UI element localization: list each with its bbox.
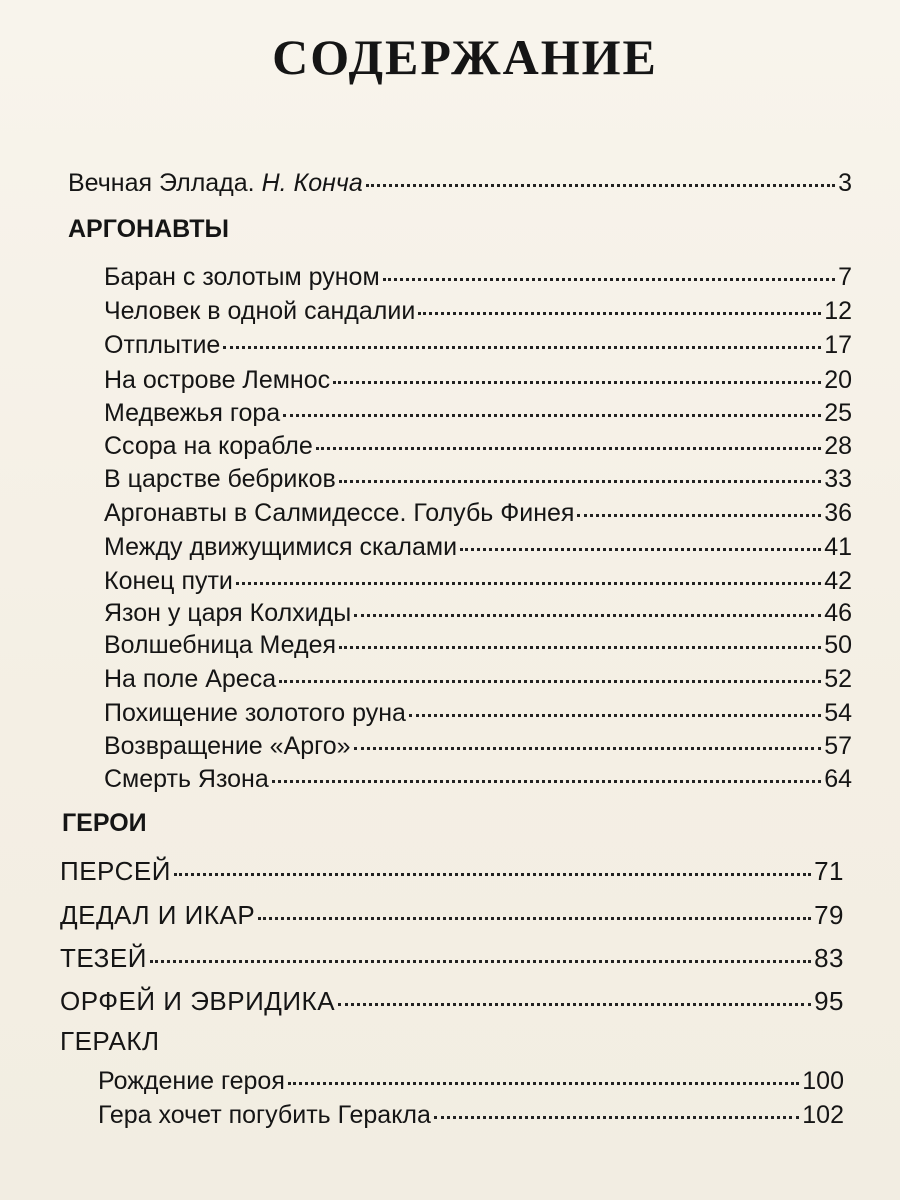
toc-entry-label: ПЕРСЕЙ <box>60 856 171 886</box>
toc-entry <box>104 431 852 461</box>
toc-page-number: 100 <box>802 1067 844 1095</box>
toc-entry-label: Язон у царя Колхиды <box>104 599 352 627</box>
toc-page-number: 36 <box>824 499 852 527</box>
toc-page-number: 12 <box>824 297 852 325</box>
page-title: СОДЕРЖАНИЕ <box>272 29 658 85</box>
toc-entry-label: Между движущимися скалами <box>104 533 458 561</box>
toc-entry-label: Конец пути <box>104 567 233 595</box>
toc-page-number: 7 <box>838 263 852 291</box>
toc-entry <box>60 900 844 930</box>
dot-leader <box>272 780 821 783</box>
toc-entry-label: ДЕДАЛ И ИКАР <box>60 900 256 930</box>
dot-leader <box>338 1003 811 1006</box>
toc-entry <box>104 330 852 360</box>
toc-page-number: 54 <box>824 699 852 727</box>
toc-entry <box>104 464 852 494</box>
toc-entry-label: Волшебница Медея <box>104 631 337 659</box>
toc-page-number: 3 <box>838 169 852 197</box>
toc-entry-label: ТЕЗЕЙ <box>60 943 147 973</box>
dot-leader <box>174 873 811 876</box>
toc-entry <box>104 398 852 428</box>
dot-leader <box>418 312 821 315</box>
toc-entry-label: В царстве бебриков <box>104 465 336 493</box>
toc-page-number: 64 <box>824 765 852 793</box>
toc-entry <box>98 1100 844 1130</box>
toc-entry-label: На острове Лемнос <box>104 366 331 394</box>
toc-page-number: 20 <box>824 366 852 394</box>
section-heading-herakles <box>60 1026 160 1056</box>
dot-leader <box>409 714 821 717</box>
toc-entry <box>104 664 852 694</box>
dot-leader <box>316 447 821 450</box>
toc-entry-label: Медвежья гора <box>104 399 281 427</box>
toc-entry-label: Человек в одной сандалии <box>104 297 416 325</box>
dot-leader <box>223 346 821 349</box>
toc-entry <box>104 498 852 528</box>
toc-entry <box>60 943 844 973</box>
toc-entry <box>60 986 844 1016</box>
toc-entry <box>104 566 852 596</box>
toc-entry <box>104 764 852 794</box>
toc-page-number: 17 <box>824 331 852 359</box>
toc-entry <box>104 731 852 761</box>
toc-page-number: 42 <box>824 567 852 595</box>
toc-entry <box>104 532 852 562</box>
toc-entry-label: Баран с золотым руном <box>104 263 380 291</box>
toc-entry-author: Н. Конча <box>261 169 363 197</box>
toc-page-number: 57 <box>824 732 852 760</box>
dot-leader <box>236 582 821 585</box>
toc-entry-intro <box>68 168 852 198</box>
dot-leader <box>383 278 835 281</box>
toc-entry <box>104 630 852 660</box>
toc-page-number: 50 <box>824 631 852 659</box>
toc-entry-label: ОРФЕЙ И ЭВРИДИКА <box>60 986 336 1016</box>
dot-leader <box>279 680 821 683</box>
dot-leader <box>258 917 811 920</box>
toc-page-number: 41 <box>824 533 852 561</box>
toc-entry <box>104 698 852 728</box>
toc-entry <box>104 262 852 292</box>
toc-entry-label: Похищение золотого руна <box>104 699 406 727</box>
toc-entry-label: Рождение героя <box>98 1067 285 1095</box>
dot-leader <box>366 184 835 187</box>
dot-leader <box>288 1082 799 1085</box>
toc-page-number: 71 <box>814 856 844 886</box>
dot-leader <box>339 646 821 649</box>
toc-entry-label: На поле Ареса <box>104 665 277 693</box>
toc-entry-label: Ссора на корабле <box>104 432 313 460</box>
toc-entry <box>60 856 844 886</box>
toc-entry <box>104 296 852 326</box>
toc-page-number: 52 <box>824 665 852 693</box>
dot-leader <box>339 480 821 483</box>
dot-leader <box>460 548 821 551</box>
toc-entry-label: Возвращение «Арго» <box>104 732 351 760</box>
dot-leader <box>354 747 822 750</box>
toc-entry-label: Вечная Эллада. Н. Конча <box>68 169 363 197</box>
toc-page-number: 95 <box>814 986 844 1016</box>
toc-entry-label: Отплытие <box>104 331 221 359</box>
toc-page-number: 46 <box>824 599 852 627</box>
dot-leader <box>434 1116 799 1119</box>
toc-page-number: 83 <box>814 943 844 973</box>
section-heading-argonauts: АРГОНАВТЫ <box>68 215 229 243</box>
toc-page-number: 79 <box>814 900 844 930</box>
dot-leader <box>333 381 821 384</box>
toc-entry <box>104 365 852 395</box>
toc-page-number: 25 <box>824 399 852 427</box>
dot-leader <box>150 960 811 963</box>
toc-entry <box>98 1066 844 1096</box>
dot-leader <box>283 414 821 417</box>
toc-entry-label: ГЕРАКЛ <box>60 1026 160 1056</box>
dot-leader <box>354 614 821 617</box>
toc-entry-label: Аргонавты в Салмидессе. Голубь Финея <box>104 499 575 527</box>
toc-page-number: 102 <box>802 1101 844 1129</box>
toc-entry-label: Смерть Язона <box>104 765 269 793</box>
toc-page-number: 33 <box>824 465 852 493</box>
section-heading-heroes: ГЕРОИ <box>62 809 147 837</box>
toc-entry-label: Гера хочет погубить Геракла <box>98 1101 431 1129</box>
toc-page-number: 28 <box>824 432 852 460</box>
toc-entry <box>104 598 852 628</box>
dot-leader <box>577 514 821 517</box>
